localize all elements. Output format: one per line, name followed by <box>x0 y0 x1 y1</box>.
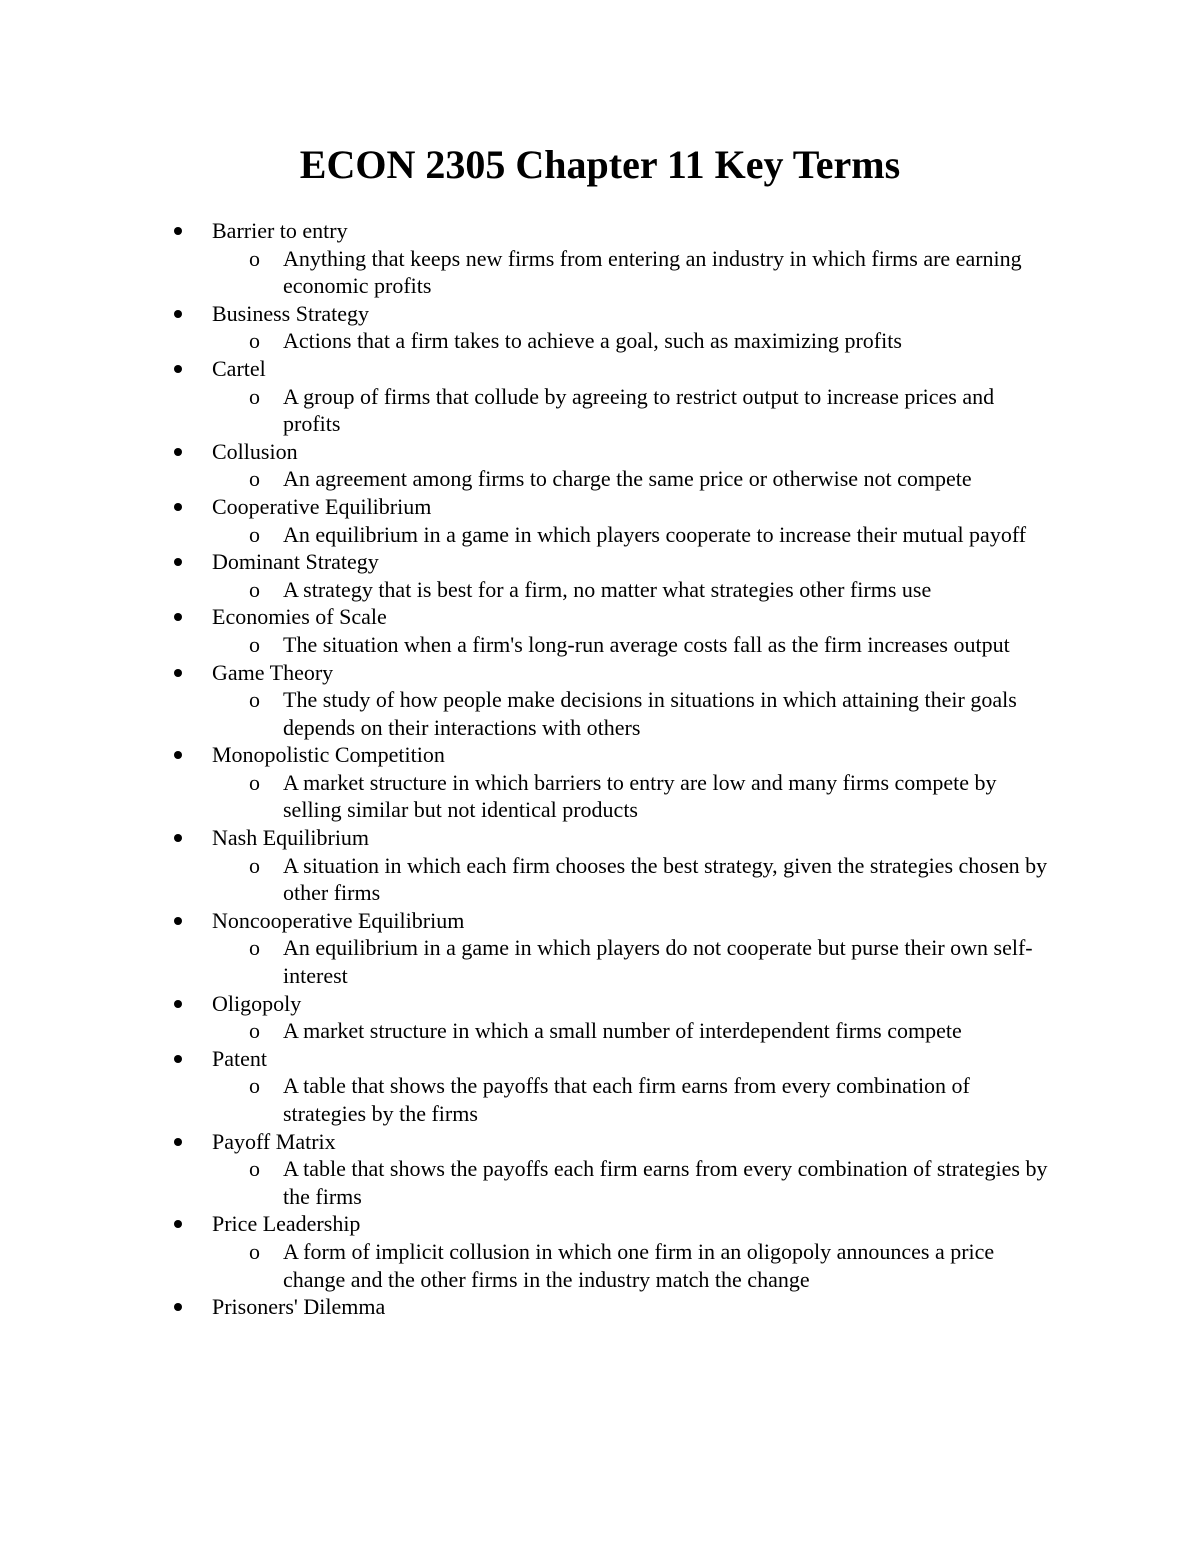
definition-list <box>0 521 1200 549</box>
bullet-icon <box>174 669 182 677</box>
term-label: Prisoners' Dilemma <box>212 1294 386 1320</box>
term-label: Payoff Matrix <box>212 1128 336 1154</box>
term-label: Business Strategy <box>212 300 370 326</box>
term-item <box>0 741 1200 824</box>
definition-text: The situation when a firm's long-run average costs fall as the firm increases output <box>283 631 1010 657</box>
page-title: ECON 2305 Chapter 11 Key Terms <box>299 142 901 187</box>
definition-item <box>0 1238 1053 1293</box>
term-label: Dominant Strategy <box>212 549 379 575</box>
definition-text: A table that shows the payoffs each firm earns from every combination of strategies by the firms <box>283 1156 1048 1209</box>
definition-text: An equilibrium in a game in which players cooperate to increase their mutual payoff <box>283 521 1027 547</box>
term-item <box>0 217 1200 300</box>
definition-list <box>0 1155 1200 1210</box>
definition-item <box>0 1155 1053 1210</box>
definition-item <box>0 631 1053 659</box>
definition-text: A table that shows the payoffs that each firm earns from every combination of strategies by the firms <box>283 1073 970 1126</box>
term-label: Nash Equilibrium <box>212 825 370 851</box>
definition-text: A strategy that is best for a firm, no matter what strategies other firms use <box>283 576 932 602</box>
term-item <box>0 907 1200 990</box>
term-label: Cooperative Equilibrium <box>212 493 432 519</box>
definition-text: An equilibrium in a game in which players do not cooperate but purse their own self-interest <box>283 935 1033 989</box>
sub-bullet-icon: o <box>249 576 260 602</box>
term-item <box>0 493 1200 548</box>
bullet-icon <box>174 310 182 318</box>
definition-list <box>0 769 1200 824</box>
bullet-icon <box>174 1138 182 1146</box>
bullet-icon <box>174 834 182 842</box>
sub-bullet-icon: o <box>249 328 260 354</box>
definition-item <box>0 245 1053 300</box>
sub-bullet-icon: o <box>249 687 260 713</box>
term-label: Monopolistic Competition <box>212 742 445 768</box>
term-label: Oligopoly <box>212 990 302 1016</box>
sub-bullet-icon: o <box>249 466 260 492</box>
definition-item <box>0 852 1053 907</box>
definition-item <box>0 1072 1053 1127</box>
term-item <box>0 355 1200 438</box>
bullet-icon <box>174 365 182 373</box>
term-item <box>0 300 1200 355</box>
bullet-icon <box>174 1055 182 1063</box>
definition-list <box>0 245 1200 300</box>
definition-item <box>0 769 1053 824</box>
definition-list <box>0 1017 1200 1045</box>
term-item <box>0 1045 1200 1128</box>
term-item <box>0 1210 1200 1293</box>
term-item <box>0 1293 1200 1321</box>
definition-text: Actions that a firm takes to achieve a goal, such as maximizing profits <box>283 328 902 354</box>
bullet-icon <box>174 227 182 235</box>
definition-list <box>0 934 1200 989</box>
definition-list <box>0 465 1200 493</box>
term-item <box>0 603 1200 658</box>
term-item <box>0 824 1200 907</box>
bullet-icon <box>174 503 182 511</box>
definition-text: A form of implicit collusion in which one firm in an oligopoly announces a price change and the other firms in the industry match the change <box>283 1238 995 1292</box>
sub-bullet-icon: o <box>249 521 260 547</box>
term-item <box>0 659 1200 742</box>
bullet-icon <box>174 448 182 456</box>
definition-text: An agreement among firms to charge the same price or otherwise not compete <box>283 466 972 492</box>
definition-text: A market structure in which barriers to entry are low and many firms compete by selling similar but not identical products <box>283 769 997 823</box>
sub-bullet-icon: o <box>249 631 260 657</box>
term-label: Cartel <box>212 355 266 381</box>
key-terms-list <box>0 217 1200 1321</box>
sub-bullet-icon: o <box>249 935 260 961</box>
definition-list <box>0 1238 1200 1293</box>
definition-item <box>0 576 1053 604</box>
term-item <box>0 1128 1200 1211</box>
bullet-icon <box>174 917 182 925</box>
sub-bullet-icon: o <box>249 1156 260 1182</box>
term-label: Game Theory <box>212 659 334 685</box>
sub-bullet-icon: o <box>249 1073 260 1099</box>
term-item <box>0 990 1200 1045</box>
sub-bullet-icon: o <box>249 769 260 795</box>
definition-item <box>0 1017 1053 1045</box>
definition-item <box>0 686 1053 741</box>
definition-text: The study of how people make decisions in situations in which attaining their goals depends on their interactions with others <box>283 687 1017 740</box>
term-label: Barrier to entry <box>212 218 348 243</box>
definition-list <box>0 631 1200 659</box>
definition-text: A situation in which each firm chooses the best strategy, given the strategies chosen by other firms <box>283 852 1048 906</box>
definition-item <box>0 327 1053 355</box>
sub-bullet-icon: o <box>249 383 260 409</box>
sub-bullet-icon: o <box>249 245 260 271</box>
sub-bullet-icon: o <box>249 852 260 878</box>
definition-text: A market structure in which a small number of interdependent firms compete <box>283 1018 962 1044</box>
definition-item <box>0 521 1053 549</box>
definition-list <box>0 686 1200 741</box>
definition-list <box>0 576 1200 604</box>
definition-text: A group of firms that collude by agreeing to restrict output to increase prices and profits <box>283 383 995 437</box>
term-label: Economies of Scale <box>212 604 387 630</box>
definition-text: Anything that keeps new firms from entering an industry in which firms are earning economic profits <box>283 245 1022 299</box>
definition-item <box>0 934 1053 989</box>
term-item <box>0 438 1200 493</box>
definition-item <box>0 465 1053 493</box>
term-label: Price Leadership <box>212 1211 361 1237</box>
term-label: Noncooperative Equilibrium <box>212 907 465 933</box>
definition-list <box>0 383 1200 438</box>
bullet-icon <box>174 1000 182 1008</box>
term-label: Patent <box>212 1045 267 1071</box>
sub-bullet-icon: o <box>249 1018 260 1044</box>
definition-list <box>0 327 1200 355</box>
definition-list <box>0 852 1200 907</box>
sub-bullet-icon: o <box>249 1238 260 1264</box>
term-item <box>0 548 1200 603</box>
term-label: Collusion <box>212 438 298 464</box>
definition-item <box>0 383 1053 438</box>
definition-list <box>0 1072 1200 1127</box>
